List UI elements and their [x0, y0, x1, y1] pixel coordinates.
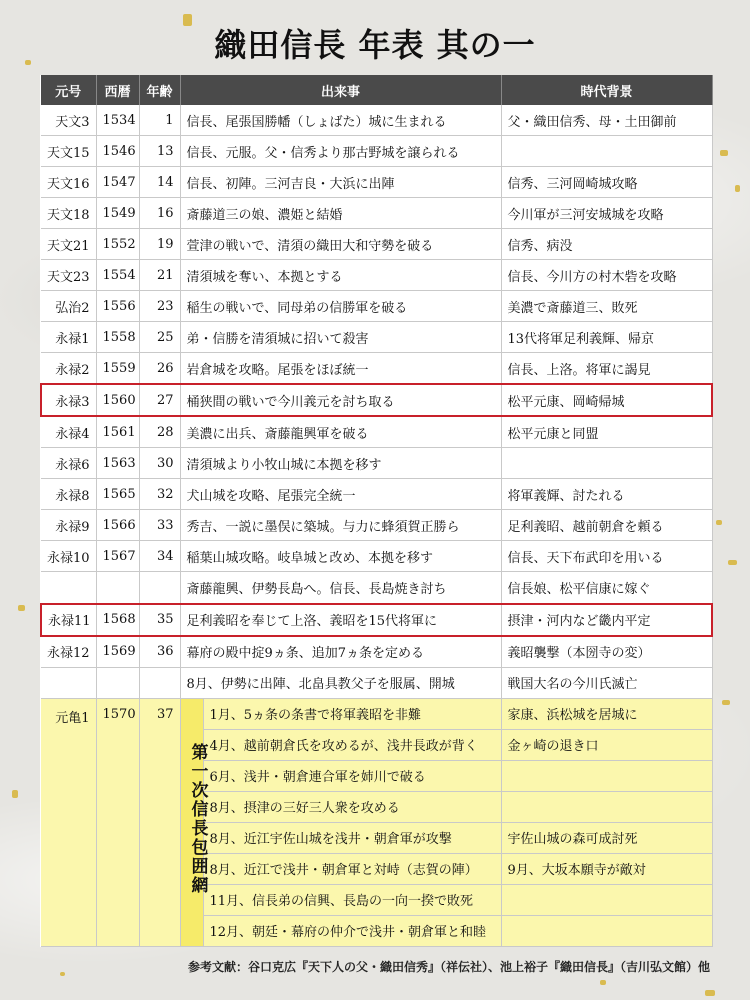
background-cell: 信長、上洛。将軍に謁見	[501, 353, 712, 385]
header-background: 時代背景	[501, 75, 712, 105]
background-cell: 13代将軍足利義輝、帰京	[501, 322, 712, 353]
era-cell: 天文21	[41, 229, 96, 260]
year-cell: 1546	[96, 136, 139, 167]
header-year: 西暦	[96, 75, 139, 105]
table-row	[41, 260, 712, 291]
event-cell: 清須城より小牧山城に本拠を移す	[180, 448, 501, 479]
event-cell: 岩倉城を攻略。尾張をほぼ統一	[180, 353, 501, 385]
background-cell: 戦国大名の今川氏滅亡	[501, 667, 712, 698]
background-cell: 義昭襲撃（本圀寺の変）	[501, 636, 712, 668]
background-cell	[501, 791, 712, 822]
gold-fleck	[18, 605, 25, 611]
background-cell: 足利義昭、越前朝倉を頼る	[501, 510, 712, 541]
age-cell: 26	[139, 353, 180, 385]
event-cell: 12月、朝廷・幕府の仲介で浅井・朝倉軍と和睦	[203, 915, 501, 946]
era-cell: 永禄2	[41, 353, 96, 385]
table-row	[41, 322, 712, 353]
gold-fleck	[716, 520, 722, 525]
event-cell: 8月、近江で浅井・朝倉軍と対峙（志賀の陣）	[203, 853, 501, 884]
event-cell: 11月、信長弟の信興、長島の一向一揆で敗死	[203, 884, 501, 915]
era-cell: 元亀1	[41, 698, 96, 946]
year-cell: 1560	[96, 384, 139, 416]
gold-fleck	[705, 990, 715, 996]
background-cell: 摂津・河内など畿内平定	[501, 604, 712, 636]
gold-fleck	[722, 700, 730, 705]
year-cell: 1561	[96, 416, 139, 448]
event-cell: 6月、浅井・朝倉連合軍を姉川で破る	[203, 760, 501, 791]
event-cell: 信長、初陣。三河吉良・大浜に出陣	[180, 167, 501, 198]
era-cell: 永禄4	[41, 416, 96, 448]
background-cell: 今川軍が三河安城城を攻略	[501, 198, 712, 229]
table-header-row	[41, 75, 712, 105]
age-cell: 32	[139, 479, 180, 510]
event-cell: 犬山城を攻略、尾張完全統一	[180, 479, 501, 510]
era-cell: 永禄1	[41, 322, 96, 353]
background-cell: 信長、今川方の村木砦を攻略	[501, 260, 712, 291]
table-row	[41, 229, 712, 260]
table-row	[41, 541, 712, 572]
event-cell: 桶狭間の戦いで今川義元を討ち取る	[180, 384, 501, 416]
references-footer: 参考文献：谷口克広『天下人の父・織田信秀』（祥伝社）、池上裕子『織田信長』（吉川弘文館）他	[187, 960, 710, 974]
age-cell: 14	[139, 167, 180, 198]
era-cell: 天文18	[41, 198, 96, 229]
background-cell: 松平元康、岡崎帰城	[501, 384, 712, 416]
year-cell: 1554	[96, 260, 139, 291]
era-cell: 永禄8	[41, 479, 96, 510]
event-cell: 1月、5ヵ条の条書で将軍義昭を非難	[203, 698, 501, 729]
event-cell: 信長、尾張国勝幡（しょばた）城に生まれる	[180, 105, 501, 136]
table-row	[41, 353, 712, 385]
chronology-table	[40, 75, 713, 947]
year-cell: 1552	[96, 229, 139, 260]
background-cell: 父・織田信秀、母・土田御前	[501, 105, 712, 136]
background-cell	[501, 760, 712, 791]
background-cell: 9月、大坂本願寺が敵対	[501, 853, 712, 884]
campaign-label	[180, 698, 208, 946]
age-cell	[139, 667, 180, 698]
background-cell: 家康、浜松城を居城に	[501, 698, 712, 729]
gold-fleck	[720, 150, 728, 156]
event-cell: 8月、近江宇佐山城を浅井・朝倉軍が攻撃	[203, 822, 501, 853]
era-cell: 永禄12	[41, 636, 96, 668]
background-cell	[501, 136, 712, 167]
age-cell: 16	[139, 198, 180, 229]
table-row	[41, 572, 712, 604]
year-cell: 1568	[96, 604, 139, 636]
year-cell: 1549	[96, 198, 139, 229]
event-cell: 信長、元服。父・信秀より那古野城を譲られる	[180, 136, 501, 167]
event-cell: 弟・信勝を清須城に招いて殺害	[180, 322, 501, 353]
era-cell: 永禄10	[41, 541, 96, 572]
background-cell	[501, 884, 712, 915]
background-cell: 信秀、三河岡崎城攻略	[501, 167, 712, 198]
year-cell	[96, 572, 139, 604]
year-cell: 1565	[96, 479, 139, 510]
year-cell: 1563	[96, 448, 139, 479]
age-cell: 1	[139, 105, 180, 136]
table-row	[41, 167, 712, 198]
year-cell: 1567	[96, 541, 139, 572]
event-cell: 8月、伊勢に出陣、北畠具教父子を服属、開城	[180, 667, 501, 698]
age-cell: 30	[139, 448, 180, 479]
table-row	[41, 636, 712, 668]
background-cell: 美濃で斎藤道三、敗死	[501, 291, 712, 322]
era-cell: 天文15	[41, 136, 96, 167]
age-cell: 19	[139, 229, 180, 260]
background-cell: 金ヶ崎の退き口	[501, 729, 712, 760]
header-era: 元号	[41, 75, 96, 105]
era-cell: 永禄11	[41, 604, 96, 636]
age-cell: 25	[139, 322, 180, 353]
page-title: 織田信長 年表 其の一	[214, 26, 536, 64]
event-cell: 幕府の殿中掟9ヵ条、追加7ヵ条を定める	[180, 636, 501, 668]
age-cell: 36	[139, 636, 180, 668]
age-cell: 27	[139, 384, 180, 416]
event-cell: 足利義昭を奉じて上洛、義昭を15代将軍に	[180, 604, 501, 636]
event-cell: 清須城を奪い、本拠とする	[180, 260, 501, 291]
background-cell: 将軍義輝、討たれる	[501, 479, 712, 510]
event-cell: 斎藤道三の娘、濃姫と結婚	[180, 198, 501, 229]
year-cell: 1547	[96, 167, 139, 198]
era-cell: 天文23	[41, 260, 96, 291]
table-row	[41, 291, 712, 322]
gold-fleck	[12, 790, 18, 798]
age-cell: 28	[139, 416, 180, 448]
era-cell: 天文16	[41, 167, 96, 198]
background-cell: 宇佐山城の森可成討死	[501, 822, 712, 853]
era-cell: 永禄3	[41, 384, 96, 416]
age-cell: 33	[139, 510, 180, 541]
event-cell: 斎藤龍興、伊勢長島へ。信長、長島焼き討ち	[180, 572, 501, 604]
table-row	[41, 448, 712, 479]
era-cell: 弘治2	[41, 291, 96, 322]
table-row	[41, 479, 712, 510]
year-cell: 1566	[96, 510, 139, 541]
year-cell: 1558	[96, 322, 139, 353]
background-cell	[501, 915, 712, 946]
background-cell	[501, 448, 712, 479]
table-row	[41, 667, 712, 698]
age-cell: 23	[139, 291, 180, 322]
highlighted-row	[41, 604, 712, 636]
year-cell: 1559	[96, 353, 139, 385]
year-cell: 1556	[96, 291, 139, 322]
background-cell: 信長娘、松平信康に嫁ぐ	[501, 572, 712, 604]
era-cell	[41, 667, 96, 698]
event-cell: 稲葉山城攻略。岐阜城と改め、本拠を移す	[180, 541, 501, 572]
era-cell: 永禄9	[41, 510, 96, 541]
era-cell: 永禄6	[41, 448, 96, 479]
table-row	[41, 105, 712, 136]
background-cell: 信秀、病没	[501, 229, 712, 260]
gold-fleck	[735, 185, 740, 192]
event-cell: 美濃に出兵、斎藤龍興軍を破る	[180, 416, 501, 448]
table-row	[41, 698, 712, 729]
age-cell: 37	[139, 698, 180, 946]
event-cell: 萱津の戦いで、清須の織田大和守勢を破る	[180, 229, 501, 260]
table-row	[41, 510, 712, 541]
era-cell: 天文3	[41, 105, 96, 136]
gold-fleck	[600, 980, 606, 985]
year-cell: 1569	[96, 636, 139, 668]
highlighted-row	[41, 384, 712, 416]
year-cell: 1534	[96, 105, 139, 136]
era-cell	[41, 572, 96, 604]
year-cell	[96, 667, 139, 698]
gold-fleck	[728, 560, 737, 565]
event-cell: 稲生の戦いで、同母弟の信勝軍を破る	[180, 291, 501, 322]
year-cell: 1570	[96, 698, 139, 946]
table-row	[41, 198, 712, 229]
age-cell: 35	[139, 604, 180, 636]
event-cell: 秀吉、一説に墨俣に築城。与力に蜂須賀正勝ら	[180, 510, 501, 541]
header-event: 出来事	[180, 75, 501, 105]
campaign-text: 第一次信長包囲網	[187, 743, 208, 896]
table-row	[41, 136, 712, 167]
event-cell: 8月、摂津の三好三人衆を攻める	[203, 791, 501, 822]
age-cell: 34	[139, 541, 180, 572]
age-cell: 21	[139, 260, 180, 291]
event-cell: 4月、越前朝倉氏を攻めるが、浅井長政が背く	[203, 729, 501, 760]
header-age: 年齢	[139, 75, 180, 105]
background-cell: 松平元康と同盟	[501, 416, 712, 448]
age-cell: 13	[139, 136, 180, 167]
table-row	[41, 416, 712, 448]
age-cell	[139, 572, 180, 604]
background-cell: 信長、天下布武印を用いる	[501, 541, 712, 572]
